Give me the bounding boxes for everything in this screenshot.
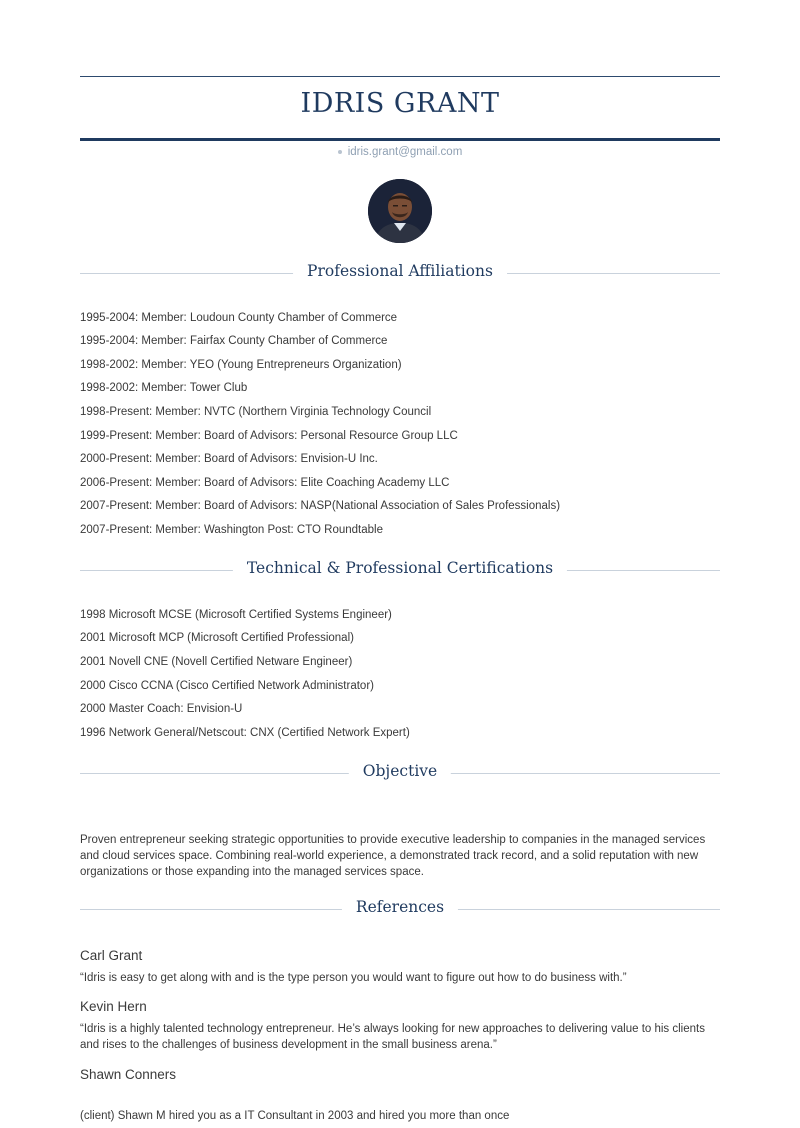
reference-name: Shawn Conners	[80, 1067, 177, 1082]
list-item: 1998 Microsoft MCSE (Microsoft Certified Systems Engineer)	[80, 609, 392, 621]
section-title: Professional Affiliations	[293, 262, 507, 280]
header-top-rule	[80, 76, 720, 77]
reference-quote: “Idris is a highly talented technology entrepreneur. He’s always looking for new approaches to delivering value to his clients and rises to the challenges of business development in the small business arena.”	[80, 1023, 705, 1051]
section-title: Objective	[349, 762, 451, 780]
reference-quote: “Idris is easy to get along with and is the type person you would want to figure out how to do business with.”	[80, 972, 627, 984]
candidate-name: IDRIS GRANT	[300, 88, 500, 119]
reference-quote: (client) Shawn M hired you as a IT Consultant in 2003 and hired you more than once	[80, 1110, 510, 1122]
list-item: 2007-Present: Member: Washington Post: CTO Roundtable	[80, 524, 383, 536]
contact-line	[80, 146, 720, 158]
section-header-affiliations	[80, 262, 720, 286]
list-item: 1998-2002: Member: Tower Club	[80, 382, 248, 394]
profile-photo-icon	[368, 179, 432, 243]
section-header-objective	[80, 762, 720, 786]
reference-name: Carl Grant	[80, 948, 143, 963]
list-item: 2007-Present: Member: Board of Advisors: NASP(National Association of Sales Professionals)	[80, 500, 561, 512]
section-header-certifications	[80, 559, 720, 583]
objective-text: Proven entrepreneur seeking strategic opportunities to provide executive leadership to companies in the managed services and cloud services space. Combining real-world experience, a demonstrated track record, and a solid reputation with new organizations or those expanding into the managed services space.	[80, 834, 706, 878]
list-item: 2000-Present: Member: Board of Advisors: Envision-U Inc.	[80, 453, 378, 465]
section-title: Technical & Professional Certifications	[233, 559, 567, 577]
section-title: References	[342, 898, 458, 916]
list-item: 2001 Microsoft MCP (Microsoft Certified Professional)	[80, 632, 354, 644]
list-item: 1995-2004: Member: Fairfax County Chamber of Commerce	[80, 335, 388, 347]
section-header-references	[80, 898, 720, 922]
list-item: 1995-2004: Member: Loudoun County Chamber of Commerce	[80, 312, 398, 324]
list-item: 2000 Cisco CCNA (Cisco Certified Network Administrator)	[80, 680, 374, 692]
list-item: 2001 Novell CNE (Novell Certified Netware Engineer)	[80, 656, 353, 668]
email-link[interactable]: idris.grant@gmail.com	[347, 146, 463, 158]
avatar	[368, 179, 432, 243]
bullet-icon	[338, 150, 342, 154]
list-item: 2000 Master Coach: Envision-U	[80, 703, 243, 715]
list-item: 1999-Present: Member: Board of Advisors: Personal Resource Group LLC	[80, 430, 458, 442]
header-bottom-rule	[80, 138, 720, 141]
reference-name: Kevin Hern	[80, 999, 147, 1014]
list-item: 2006-Present: Member: Board of Advisors: Elite Coaching Academy LLC	[80, 477, 450, 489]
list-item: 1998-2002: Member: YEO (Young Entrepreneurs Organization)	[80, 359, 402, 371]
list-item: 1996 Network General/Netscout: CNX (Certified Network Expert)	[80, 727, 410, 739]
list-item: 1998-Present: Member: NVTC (Northern Virginia Technology Council	[80, 406, 432, 418]
